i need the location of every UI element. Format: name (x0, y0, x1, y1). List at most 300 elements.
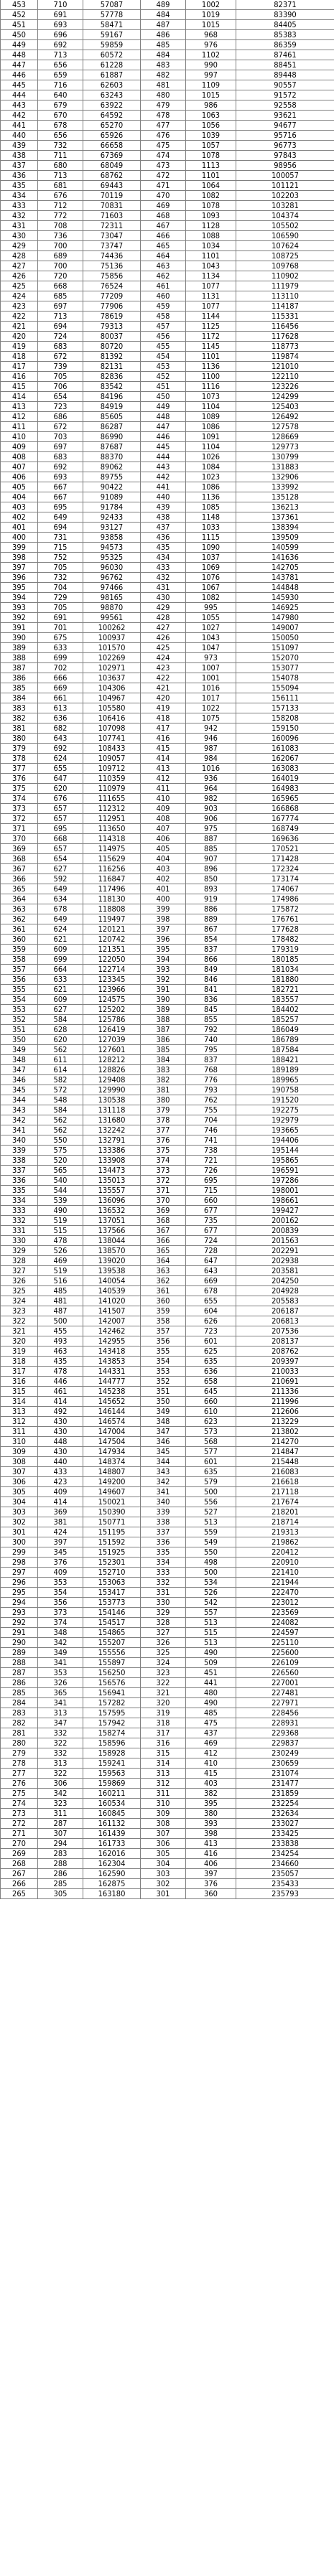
table-cell: 344 (141, 1457, 186, 1467)
table-cell: 850 (186, 874, 236, 884)
table-cell: 319 (1, 1346, 38, 1357)
table-row (1, 945, 334, 955)
table-cell: 368 (1, 854, 38, 864)
table-row (1, 352, 334, 362)
table-cell: 150021 (83, 1497, 141, 1507)
table-cell: 1075 (186, 713, 236, 723)
table-cell: 1116 (186, 382, 236, 392)
table-cell: 669 (38, 683, 83, 693)
table-row (1, 271, 334, 281)
table-cell: 678 (186, 1286, 236, 1296)
table-cell: 309 (141, 1809, 186, 1819)
table-cell: 357 (1, 965, 38, 975)
table-cell: 657 (38, 814, 83, 824)
table-cell: 374 (1, 794, 38, 804)
table-cell: 409 (38, 1487, 83, 1497)
table-row (1, 1758, 334, 1769)
table-cell: 393 (1, 603, 38, 613)
table-cell: 138570 (83, 1246, 141, 1256)
table-row (1, 1879, 334, 1889)
table-cell: 480 (186, 1688, 236, 1698)
table-cell: 90557 (236, 80, 334, 90)
table-cell: 657 (38, 844, 83, 854)
table-cell: 235793 (236, 1889, 334, 1899)
table-cell: 458 (141, 312, 186, 322)
table-cell: 625 (186, 1346, 236, 1357)
table-cell: 233838 (236, 1839, 334, 1849)
table-row (1, 1417, 334, 1427)
table-cell: 75136 (83, 261, 141, 271)
table-cell: 735 (186, 1216, 236, 1226)
table-cell: 338 (141, 1517, 186, 1527)
table-row (1, 502, 334, 512)
table-row (1, 754, 334, 764)
table-cell: 85605 (83, 412, 141, 422)
table-cell: 381 (1, 723, 38, 734)
table-cell: 723 (38, 402, 83, 412)
table-cell: 158596 (83, 1738, 141, 1748)
table-cell: 320 (141, 1698, 186, 1708)
table-cell: 837 (186, 1055, 236, 1065)
table-cell: 1134 (186, 271, 236, 281)
table-cell: 627 (38, 864, 83, 874)
table-cell: 317 (1, 1367, 38, 1377)
table-cell: 469 (186, 1738, 236, 1748)
table-cell: 1077 (186, 281, 236, 291)
table-cell: 68762 (83, 171, 141, 181)
table-cell: 399 (141, 904, 186, 914)
table-cell: 163180 (83, 1889, 141, 1899)
table-cell: 386 (141, 1035, 186, 1045)
table-row (1, 1377, 334, 1387)
table-cell: 218714 (236, 1517, 334, 1527)
table-cell: 307 (141, 1829, 186, 1839)
table-cell: 987 (186, 744, 236, 754)
table-cell: 680 (38, 161, 83, 171)
table-cell: 191520 (236, 1095, 334, 1105)
table-cell: 440 (141, 492, 186, 502)
table-row (1, 935, 334, 945)
table-cell: 406 (1, 472, 38, 482)
table-cell: 146144 (83, 1407, 141, 1417)
table-row (1, 1507, 334, 1517)
table-cell: 77906 (83, 301, 141, 312)
table-cell: 740 (186, 1035, 236, 1045)
table-row (1, 1698, 334, 1708)
table-cell: 343 (141, 1467, 186, 1477)
table-cell: 627 (38, 1005, 83, 1015)
table-cell: 793 (186, 1085, 236, 1095)
table-cell: 655 (38, 764, 83, 774)
table-cell: 396 (1, 573, 38, 583)
table-cell: 656 (38, 60, 83, 70)
table-cell: 229837 (236, 1738, 334, 1748)
table-cell: 405 (141, 844, 186, 854)
table-cell: 387 (1, 663, 38, 673)
table-row (1, 824, 334, 834)
table-cell: 200162 (236, 1216, 334, 1226)
table-cell: 65270 (83, 121, 141, 131)
table-cell: 101121 (236, 181, 334, 191)
table-row (1, 1246, 334, 1256)
table-cell: 419 (1, 342, 38, 352)
table-cell: 997 (186, 70, 236, 80)
table-cell: 1063 (186, 111, 236, 121)
table-cell: 372 (1, 814, 38, 824)
table-cell: 92433 (83, 512, 141, 523)
table-cell: 887 (186, 834, 236, 844)
table-cell: 321 (141, 1688, 186, 1698)
table-row (1, 111, 334, 121)
table-cell: 649 (38, 914, 83, 924)
table-cell: 371 (1, 824, 38, 834)
table-cell: 704 (186, 1115, 236, 1125)
table-cell: 336 (1, 1176, 38, 1186)
table-row (1, 603, 334, 613)
table-cell: 655 (186, 1296, 236, 1306)
table-cell: 1078 (186, 151, 236, 161)
table-row (1, 322, 334, 332)
table-row (1, 653, 334, 663)
table-cell: 203581 (236, 1266, 334, 1276)
table-cell: 103281 (236, 201, 334, 211)
table-cell: 117496 (83, 884, 141, 894)
table-cell: 150771 (83, 1517, 141, 1527)
table-cell: 420 (141, 693, 186, 703)
table-cell: 301 (1, 1527, 38, 1537)
table-cell: 711 (38, 151, 83, 161)
table-cell: 120121 (83, 924, 141, 935)
table-cell: 213802 (236, 1427, 334, 1437)
table-cell: 417 (1, 362, 38, 372)
table-cell: 395 (141, 945, 186, 955)
table-cell: 1043 (186, 261, 236, 271)
table-cell: 355 (1, 985, 38, 995)
table-cell: 1026 (186, 452, 236, 462)
table-cell: 376 (38, 1558, 83, 1568)
table-cell: 643 (186, 1266, 236, 1276)
table-cell: 1027 (186, 623, 236, 633)
table-cell: 466 (141, 231, 186, 241)
table-cell: 377 (141, 1125, 186, 1135)
table-cell: 382 (141, 1075, 186, 1085)
table-cell: 212606 (236, 1407, 334, 1417)
table-cell: 140599 (236, 543, 334, 553)
table-cell: 307 (38, 1829, 83, 1839)
table-cell: 1001 (186, 673, 236, 683)
table-row (1, 1849, 334, 1859)
table-cell: 84919 (83, 402, 141, 412)
table-cell: 160845 (83, 1809, 141, 1819)
table-cell: 210691 (236, 1377, 334, 1387)
table-cell: 572 (38, 1085, 83, 1095)
table-cell: 79313 (83, 322, 141, 332)
table-cell: 431 (141, 583, 186, 593)
table-cell: 469 (38, 1256, 83, 1266)
table-cell: 398 (141, 914, 186, 924)
table-cell: 500 (186, 1568, 236, 1578)
table-cell: 98870 (83, 603, 141, 613)
table-cell: 160534 (83, 1799, 141, 1809)
table-cell: 322 (141, 1678, 186, 1688)
table-cell: 562 (38, 1125, 83, 1135)
table-cell: 102971 (83, 663, 141, 673)
table-cell: 86990 (83, 432, 141, 442)
table-row (1, 1186, 334, 1196)
table-cell: 409 (141, 804, 186, 814)
table-cell: 94677 (236, 121, 334, 131)
table-cell: 365 (141, 1246, 186, 1256)
table-cell: 394 (141, 955, 186, 965)
table-cell: 527 (186, 1507, 236, 1517)
table-cell: 373 (141, 1166, 186, 1176)
table-cell: 1039 (186, 131, 236, 141)
table-cell: 492 (38, 1407, 83, 1417)
table-cell: 325 (141, 1648, 186, 1658)
table-cell: 679 (38, 100, 83, 111)
table-cell: 201563 (236, 1236, 334, 1246)
table-cell: 169636 (236, 834, 334, 844)
table-cell: 162067 (236, 754, 334, 764)
table-cell: 306 (38, 1779, 83, 1789)
table-cell: 455 (141, 342, 186, 352)
table-cell: 675 (38, 633, 83, 643)
table-cell: 484 (141, 10, 186, 20)
table-cell: 448 (38, 1437, 83, 1447)
table-cell: 310 (1, 1437, 38, 1447)
table-cell: 394 (1, 593, 38, 603)
table-cell: 393 (186, 1819, 236, 1829)
table-cell: 220412 (236, 1547, 334, 1558)
table-row (1, 1477, 334, 1487)
table-cell: 130538 (83, 1095, 141, 1105)
table-cell: 1047 (186, 643, 236, 653)
table-row (1, 1467, 334, 1477)
table-row (1, 251, 334, 261)
table-row (1, 1648, 334, 1658)
table-cell: 162016 (83, 1849, 141, 1859)
table-cell: 441 (186, 1678, 236, 1688)
table-cell: 174986 (236, 894, 334, 904)
table-row (1, 1718, 334, 1728)
table-cell: 557 (186, 1608, 236, 1618)
table-cell: 62603 (83, 80, 141, 90)
table-row (1, 965, 334, 975)
table-cell: 708 (38, 221, 83, 231)
table-cell: 1078 (186, 201, 236, 211)
table-cell: 383 (1, 703, 38, 713)
table-cell: 611 (38, 1055, 83, 1065)
table-cell: 358 (1, 955, 38, 965)
table-cell: 286 (38, 1869, 83, 1879)
table-cell: 404 (1, 492, 38, 502)
table-cell: 265 (1, 1889, 38, 1899)
table-row (1, 1266, 334, 1276)
table-cell: 429 (1, 241, 38, 251)
table-cell: 368 (141, 1216, 186, 1226)
table-cell: 216083 (236, 1467, 334, 1477)
table-cell: 1090 (186, 543, 236, 553)
table-cell: 681 (38, 181, 83, 191)
table-cell: 402 (1, 512, 38, 523)
table-cell: 351 (141, 1387, 186, 1397)
table-cell: 436 (1, 171, 38, 181)
table-cell: 385 (1, 683, 38, 693)
table-cell: 544 (38, 1186, 83, 1196)
table-cell: 1109 (186, 80, 236, 90)
table-cell: 127039 (83, 1035, 141, 1045)
table-cell: 140054 (83, 1276, 141, 1286)
table-row (1, 1799, 334, 1809)
table-cell: 347 (1, 1065, 38, 1075)
table-cell: 362 (1, 914, 38, 924)
table-cell: 1101 (186, 171, 236, 181)
table-row (1, 1598, 334, 1608)
table-cell: 141636 (236, 553, 334, 563)
table-cell: 376 (1, 774, 38, 784)
table-cell: 161733 (83, 1839, 141, 1849)
table-cell: 431 (1, 221, 38, 231)
table-cell: 686 (38, 412, 83, 422)
table-row (1, 1226, 334, 1236)
table-cell: 162875 (83, 1879, 141, 1889)
table-cell: 464 (141, 251, 186, 261)
table-cell: 577 (186, 1447, 236, 1457)
table-cell: 143418 (83, 1346, 141, 1357)
table-cell: 695 (38, 824, 83, 834)
table-cell: 184402 (236, 1005, 334, 1015)
table-row (1, 1156, 334, 1166)
table-cell: 106416 (83, 713, 141, 723)
table-cell: 435 (1, 181, 38, 191)
table-cell: 450 (141, 392, 186, 402)
table-row (1, 985, 334, 995)
table-cell: 1034 (186, 241, 236, 251)
table-row (1, 412, 334, 422)
table-cell: 302 (1, 1517, 38, 1527)
table-cell: 1128 (186, 221, 236, 231)
table-cell: 113650 (83, 824, 141, 834)
table-cell: 335 (1, 1186, 38, 1196)
table-cell: 100937 (83, 633, 141, 643)
table-cell: 706 (38, 382, 83, 392)
table-row (1, 1216, 334, 1226)
table-cell: 1082 (186, 593, 236, 603)
table-cell: 695 (38, 502, 83, 512)
table-cell: 428 (1, 251, 38, 261)
table-cell: 109057 (83, 754, 141, 764)
table-row (1, 744, 334, 754)
table-cell: 279 (1, 1748, 38, 1758)
table-cell: 311 (1, 1427, 38, 1437)
table-row (1, 211, 334, 221)
table-row (1, 1397, 334, 1407)
table-row (1, 593, 334, 603)
table-cell: 390 (1, 633, 38, 643)
table-cell: 142705 (236, 563, 334, 573)
table-cell: 414 (38, 1397, 83, 1407)
table-cell: 108725 (236, 251, 334, 261)
table-cell: 919 (186, 894, 236, 904)
table-cell: 397 (141, 924, 186, 935)
table-cell: 148807 (83, 1467, 141, 1477)
table-row (1, 1658, 334, 1668)
table-cell: 437 (186, 1728, 236, 1738)
table-row (1, 844, 334, 854)
table-cell: 579 (186, 1477, 236, 1487)
table-cell: 845 (186, 1005, 236, 1015)
table-cell: 628 (38, 1025, 83, 1035)
table-cell: 1077 (186, 301, 236, 312)
table-cell: 207536 (236, 1326, 334, 1336)
table-cell: 414 (1, 392, 38, 402)
table-row (1, 924, 334, 935)
table-cell: 846 (186, 975, 236, 985)
table-cell: 1104 (186, 442, 236, 452)
table-cell: 379 (141, 1105, 186, 1115)
table-cell: 318 (141, 1718, 186, 1728)
table-cell: 732 (38, 573, 83, 583)
table-cell: 434 (1, 191, 38, 201)
table-cell: 89448 (236, 70, 334, 80)
table-cell: 1057 (186, 141, 236, 151)
table-cell: 185257 (236, 1015, 334, 1025)
table-cell: 738 (186, 1146, 236, 1156)
table-row (1, 1437, 334, 1447)
table-cell: 1086 (186, 482, 236, 492)
table-cell: 683 (38, 452, 83, 462)
table-cell: 137361 (236, 512, 334, 523)
table-row (1, 362, 334, 372)
table-cell: 347 (38, 1718, 83, 1728)
table-cell: 331 (1, 1226, 38, 1236)
table-cell: 678 (38, 121, 83, 131)
table-cell: 409 (38, 1568, 83, 1578)
table-cell: 57087 (83, 0, 141, 10)
table-row (1, 1487, 334, 1497)
table-cell: 379 (1, 744, 38, 754)
table-cell: 414 (38, 1497, 83, 1507)
table-cell: 432 (141, 573, 186, 583)
table-row (1, 864, 334, 874)
table-row (1, 894, 334, 904)
table-cell: 74436 (83, 251, 141, 261)
table-row (1, 623, 334, 633)
table-cell: 209397 (236, 1357, 334, 1367)
table-cell: 188421 (236, 1055, 334, 1065)
table-cell: 328 (1, 1256, 38, 1266)
table-cell: 584 (38, 1015, 83, 1025)
table-cell: 1086 (186, 422, 236, 432)
table-cell: 526 (186, 1588, 236, 1598)
table-cell: 110359 (83, 774, 141, 784)
table-cell: 382 (1, 713, 38, 723)
table-cell: 418 (1, 352, 38, 362)
table-cell: 98956 (236, 161, 334, 171)
table-cell: 1085 (186, 502, 236, 512)
table-cell: 107624 (236, 241, 334, 251)
table-cell: 446 (38, 1377, 83, 1387)
table-cell: 147980 (236, 613, 334, 623)
table-cell: 713 (38, 171, 83, 181)
table-cell: 149200 (83, 1477, 141, 1487)
table-cell: 341 (38, 1658, 83, 1668)
table-cell: 221410 (236, 1568, 334, 1578)
table-row (1, 141, 334, 151)
table-row (1, 1819, 334, 1829)
table-cell: 90422 (83, 482, 141, 492)
table-cell: 1144 (186, 312, 236, 322)
